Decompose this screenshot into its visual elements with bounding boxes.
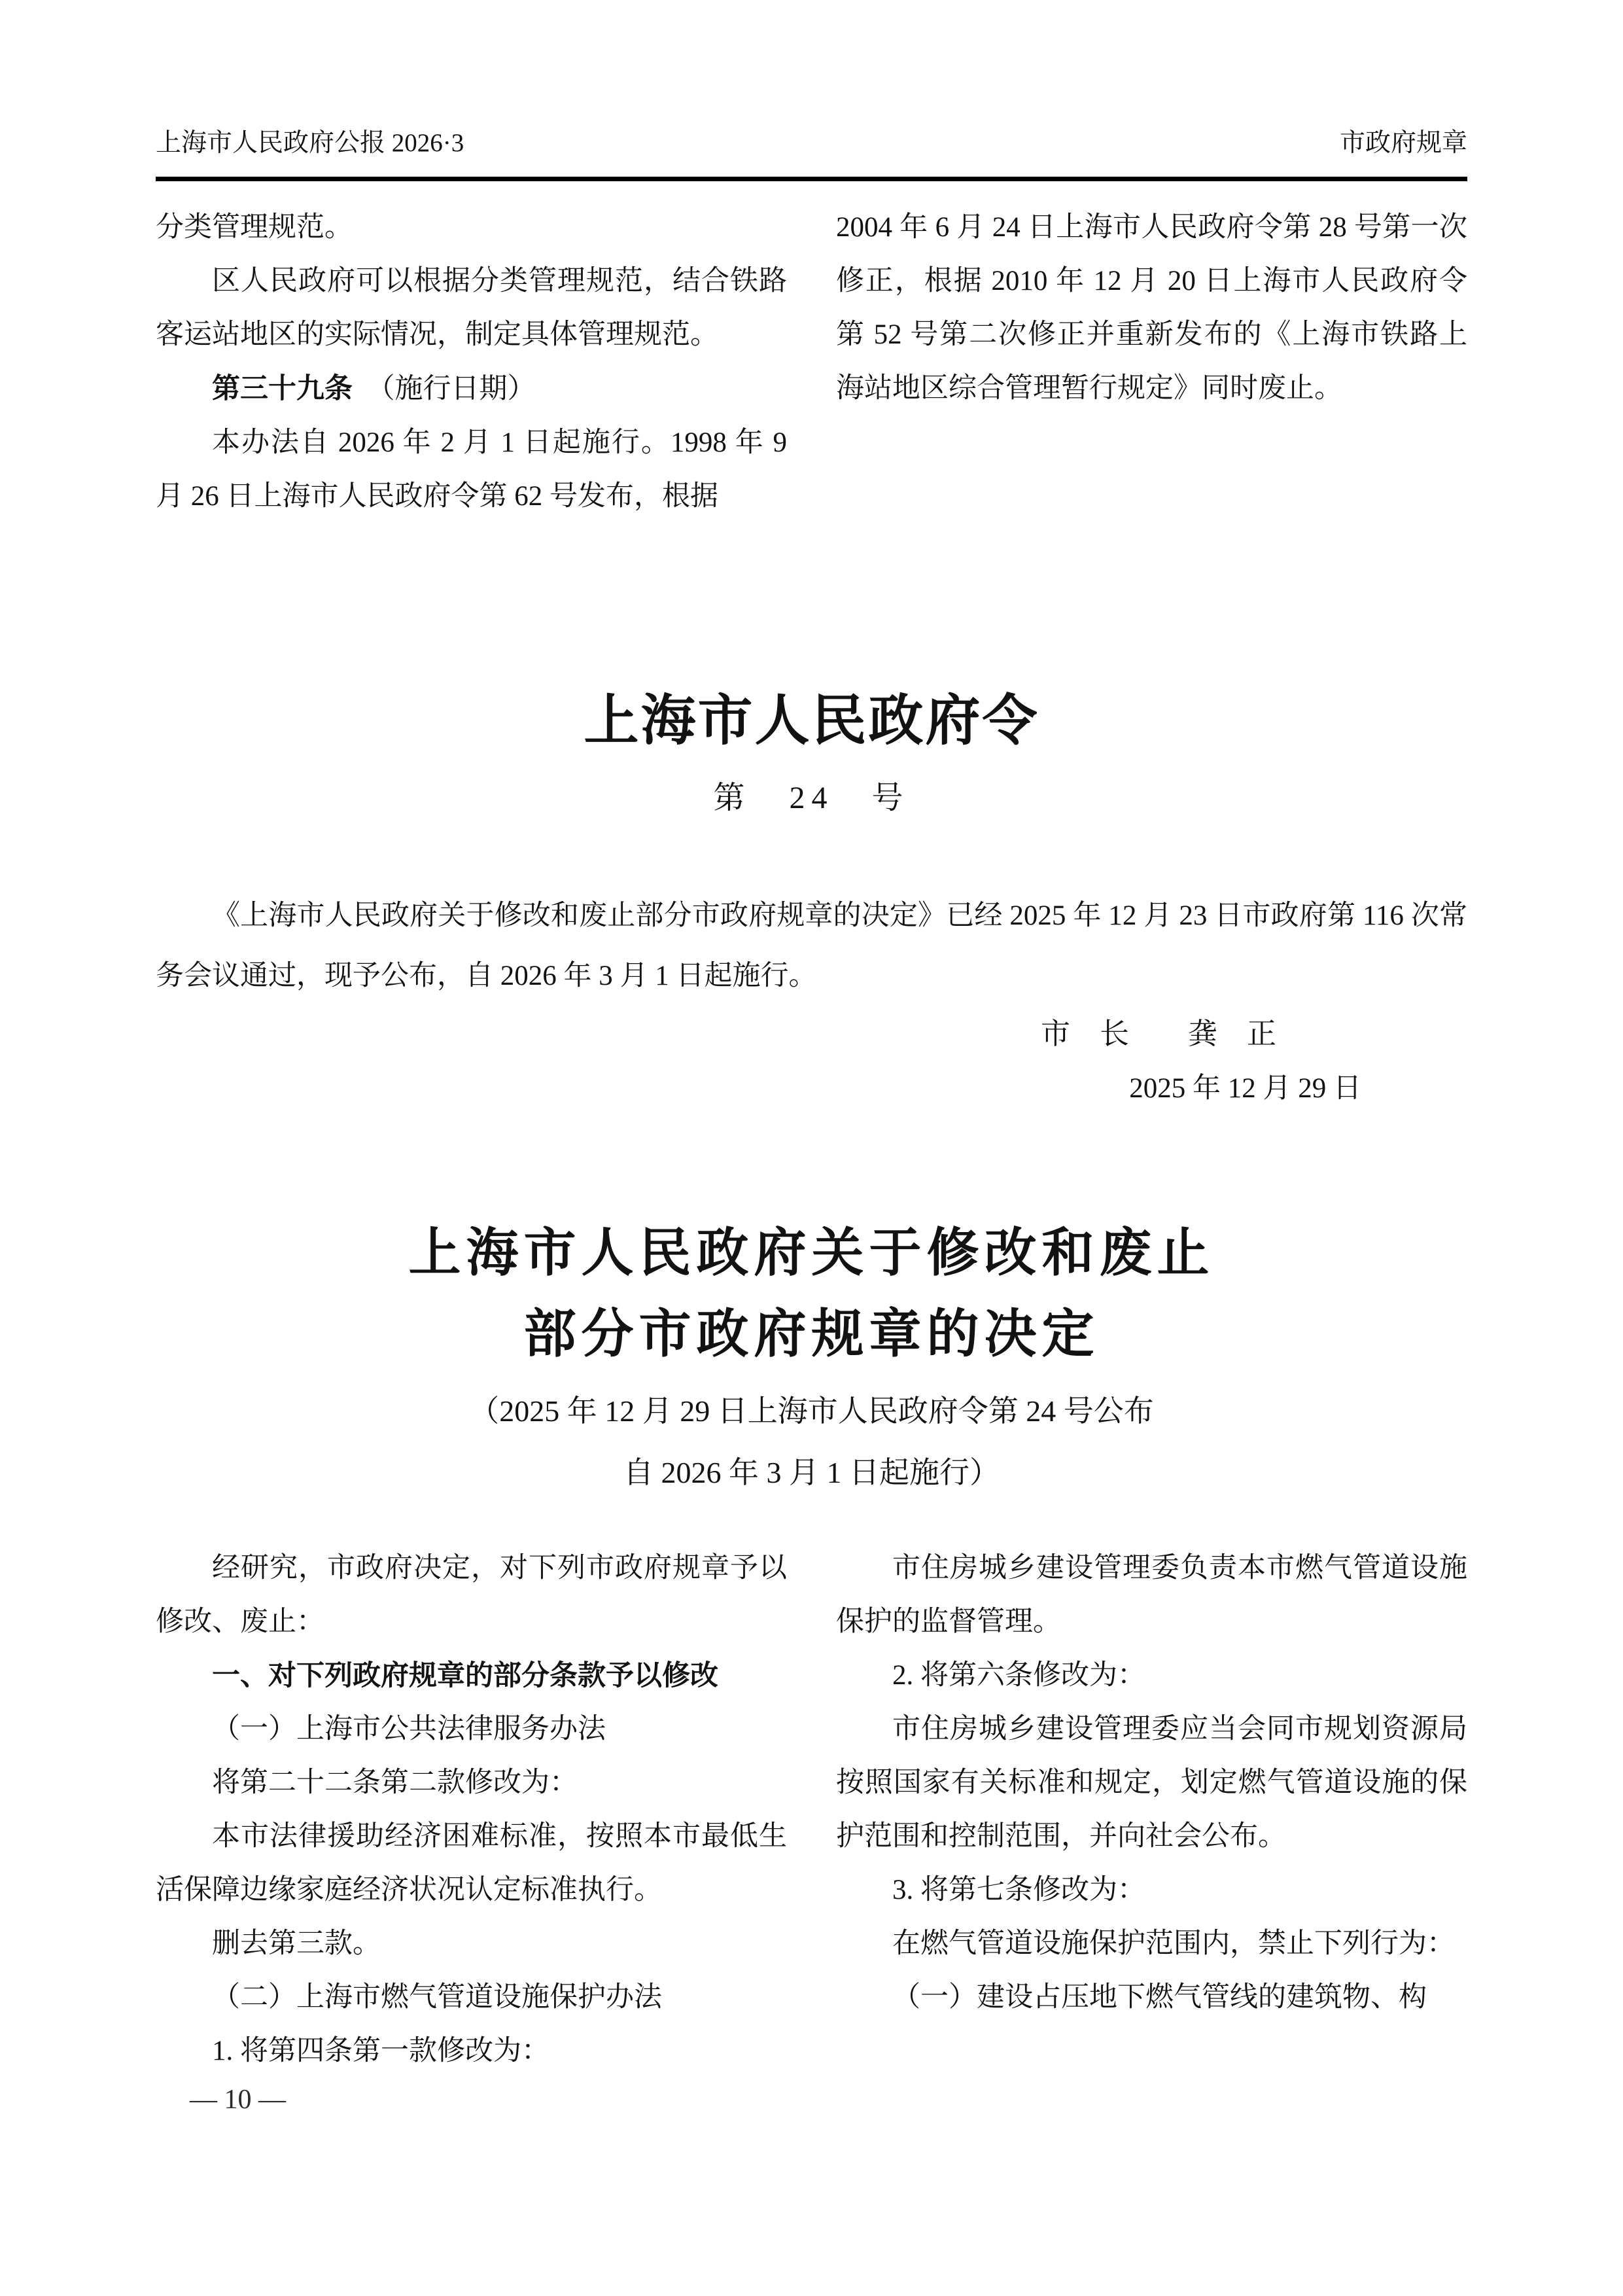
page-footer [156, 2079, 1467, 2120]
top-right-column [836, 201, 1467, 523]
signature-date: 2025 年 12 月 29 日 [1129, 1073, 1361, 1104]
paragraph: （一）建设占压地下燃气管线的建筑物、构 [892, 1982, 1427, 2013]
paragraph: 2. 将第六条修改为： [892, 1660, 1145, 1691]
paragraph: （一）上海市公共法律服务办法 [212, 1714, 606, 1744]
decision-subtitle-line-1: （2025 年 12 月 29 日上海市人民政府令第 24 号公布 [469, 1394, 1154, 1428]
bottom-two-column-section [156, 1542, 1467, 2078]
paragraph: 第三十九条 （施行日期） [212, 373, 536, 404]
paragraph: 1. 将第四条第一款修改为： [212, 2036, 550, 2066]
bottom-right-column [836, 1542, 1467, 2078]
decision-subtitle-line-2: 自 2026 年 3 月 1 日起施行） [623, 1456, 1000, 1489]
bottom-left-column [156, 1542, 787, 2078]
paragraph: 2004 年 6 月 24 日上海市人民政府令第 28 号第一次修正，根据 2010 年 12 月 20 日上海市人民政府令第 52 号第二次修正并重新发布的《上海市铁路上海站地区综合管理暂行规定》同时废止。 [836, 212, 1467, 404]
top-left-column [156, 201, 787, 523]
paragraph: 删去第三款。 [212, 1928, 381, 1959]
decision-title-line-2: 部分市政府规章的决定 [523, 1306, 1100, 1364]
paragraph: 本办法自 2026 年 2 月 1 日起施行。1998 年 9 月 26 日上海市人民政府令第 62 号发布，根据 [156, 427, 787, 512]
header-gazette-title: 上海市人民政府公报 2026·3 [156, 129, 464, 157]
decree-number-line: 第 24 号 [713, 781, 910, 815]
paragraph: 将第二十二条第二款修改为： [212, 1767, 578, 1798]
page-header [156, 128, 1467, 158]
decree-section [156, 686, 1467, 1116]
page-number: — 10 — [190, 2085, 286, 2115]
paragraph: 市住房城乡建设管理委负责本市燃气管道设施保护的监督管理。 [836, 1553, 1467, 1637]
paragraph: 3. 将第七条修改为： [892, 1875, 1145, 1905]
top-two-column-section [156, 201, 1467, 523]
paragraph: 分类管理规范。 [156, 212, 353, 243]
signature-line: 市 长 龚 正 [1040, 1017, 1276, 1050]
decision-heading-section [156, 1213, 1467, 1504]
paragraph: 区人民政府可以根据分类管理规范，结合铁路客运站地区的实际情况，制定具体管理规范。 [156, 266, 787, 350]
decree-body-paragraph: 《上海市人民政府关于修改和废止部分市政府规章的决定》已经 2025 年 12 月 23 日市政府第 116 次常务会议通过，现予公布，自 2026 年 3 月 1 日起施行。 [156, 900, 1467, 991]
paragraph: 在燃气管道设施保护范围内，禁止下列行为： [892, 1928, 1455, 1959]
paragraph: （二）上海市燃气管道设施保护办法 [212, 1982, 662, 2013]
header-rule [156, 177, 1467, 181]
paragraph: 市住房城乡建设管理委应当会同市规划资源局按照国家有关标准和规定，划定燃气管道设施的保护范围和控制范围，并向社会公布。 [836, 1714, 1467, 1852]
decision-title-line-1: 上海市人民政府关于修改和废止 [408, 1225, 1215, 1282]
header-section-label: 市政府规章 [1339, 129, 1467, 157]
paragraph: 一、对下列政府规章的部分条款予以修改 [212, 1660, 718, 1691]
decree-title: 上海市人民政府令 [584, 691, 1039, 752]
paragraph: 本市法律援助经济困难标准，按照本市最低生活保障边缘家庭经济状况认定标准执行。 [156, 1821, 787, 1905]
paragraph: 经研究，市政府决定，对下列市政府规章予以修改、废止： [156, 1553, 787, 1637]
article-number: 第三十九条 [212, 373, 353, 404]
